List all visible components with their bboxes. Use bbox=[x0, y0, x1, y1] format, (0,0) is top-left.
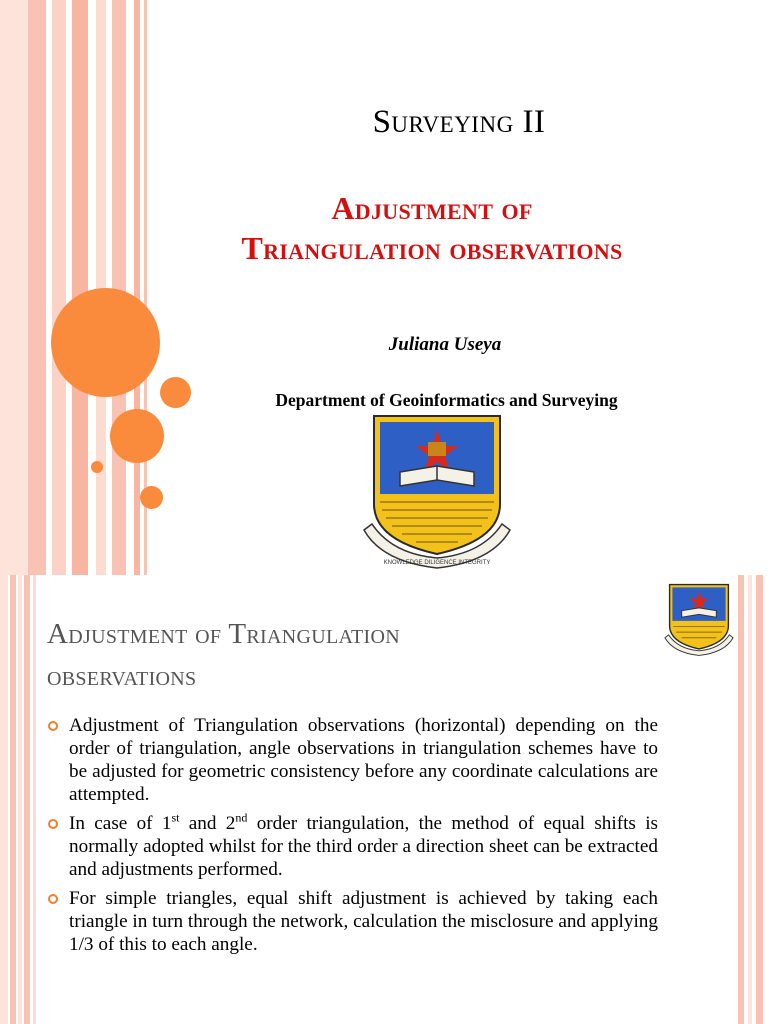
bullet-text: In case of 1st and 2nd order triangulation, the method of equal shifts is normally adopted whilst for the third order a direction sheet can be extracted and adjustments performed. bbox=[69, 810, 658, 880]
decorative-stripes bbox=[0, 0, 150, 575]
department-name: Department of Geoinformatics and Surveying bbox=[275, 390, 618, 410]
bullet-list bbox=[48, 714, 658, 962]
list-item bbox=[48, 714, 658, 806]
decorative-circle-medium bbox=[110, 409, 164, 463]
decorative-circle-small-2 bbox=[140, 486, 163, 509]
presentation-subtitle bbox=[150, 188, 714, 268]
heading-line-2: observations bbox=[47, 660, 197, 692]
bullet-icon bbox=[48, 819, 58, 829]
subtitle-line-1: Adjustment of bbox=[331, 190, 533, 226]
slide-heading bbox=[47, 613, 647, 697]
university-crest-logo-small bbox=[664, 577, 734, 663]
author-name: Juliana Useya bbox=[388, 334, 502, 355]
bullet-icon bbox=[48, 894, 58, 904]
list-item bbox=[48, 887, 658, 956]
bullet-text: Adjustment of Triangulation observations (horizontal) depending on the order of triangulation, angle observations in triangulation schemes have to be adjusted for geometric consistency before any coordinate calculations are attempted. bbox=[69, 715, 658, 805]
list-item bbox=[48, 812, 658, 881]
bullet-icon bbox=[48, 721, 58, 731]
decorative-circle-large bbox=[51, 288, 160, 397]
university-crest-logo bbox=[362, 412, 512, 572]
decorative-circle-tiny bbox=[91, 461, 103, 473]
heading-line-1: Adjustment of Triangulation bbox=[47, 618, 400, 650]
content-slide bbox=[0, 575, 768, 1024]
crest-motto: KNOWLEDGE DILIGENCE INTEGRITY bbox=[383, 560, 491, 566]
subtitle-line-2: Triangulation observations bbox=[241, 230, 623, 266]
bullet-text: For simple triangles, equal shift adjustment is achieved by taking each triangle in turn through the network, calculation the misclosure and applying 1/3 of this to each angle. bbox=[69, 888, 658, 955]
presentation-title: Surveying II bbox=[372, 104, 546, 140]
